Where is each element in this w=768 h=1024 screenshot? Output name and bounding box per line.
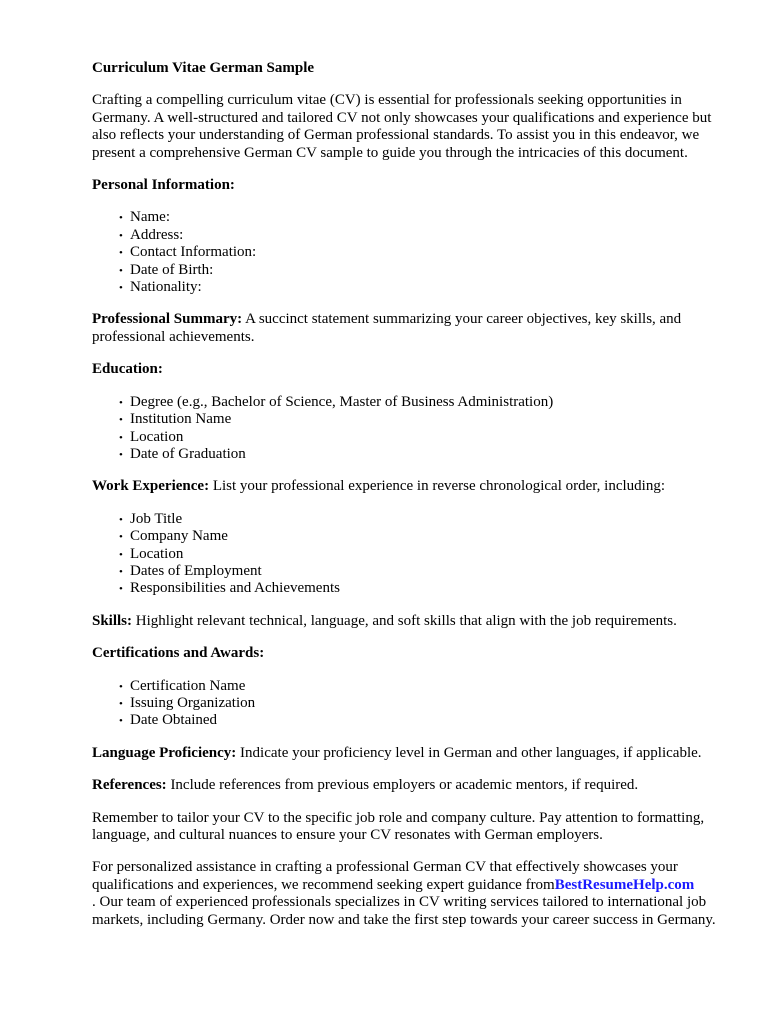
list-item: • Date of Birth: [119,262,732,279]
closing-paragraph [92,859,732,929]
professional-summary-text: A succinct statement summarizing your career objectives, key skills, and professional achievements. [92,311,682,345]
bullet-icon: • [119,212,123,225]
list-item: • Dates of Employment [119,563,732,580]
bullet-icon: • [119,583,123,596]
intro-paragraph: Crafting a compelling curriculum vitae (CV) is essential for professionals seeking opportunities in Germany. A well-structured and tailored CV not only showcases your qualifications and experience but also reflects your understanding of German professional standards. To assist you in this endeavor, we present a comprehensive German CV sample to guide you through the intricacies of this document. [92,92,712,161]
certifications-list [92,678,732,730]
language-proficiency-text: Indicate your proficiency level in German and other languages, if applicable. [236,744,702,761]
bullet-icon: • [119,414,123,427]
work-experience-list [92,511,732,598]
bullet-icon: • [119,282,123,295]
certifications-heading: Certifications and Awards: [92,645,265,662]
personal-information-heading: Personal Information: [92,177,235,194]
list-item: • Issuing Organization [119,695,732,712]
list-item: • Certification Name [119,678,732,695]
bullet-icon: • [119,531,123,544]
bullet-icon: • [119,697,123,710]
bullet-icon: • [119,513,123,526]
list-item: • Degree (e.g., Bachelor of Science, Master of Business Administration) [119,394,732,411]
list-item: • Job Title [119,511,732,528]
references-paragraph [92,777,732,794]
professional-summary-label: Professional Summary: [92,311,243,328]
list-item: • Contact Information: [119,244,732,261]
personal-information-list [92,209,732,296]
bullet-icon: • [119,448,123,461]
skills-label: Skills: [92,612,133,629]
document-title: Curriculum Vitae German Sample [92,60,315,76]
work-experience-text: List your professional experience in reverse chronological order, including: [209,478,665,495]
list-item: • Institution Name [119,411,732,428]
bullet-icon: • [119,247,123,260]
skills-paragraph [92,613,732,630]
list-item: • Company Name [119,528,732,545]
best-resume-help-link[interactable]: BestResumeHelp.com [554,876,695,893]
bullet-icon: • [119,396,123,409]
bullet-icon: • [119,565,123,578]
references-text: Include references from previous employers or academic mentors, if required. [166,777,639,794]
bullet-icon: • [119,229,123,242]
bullet-icon: • [119,680,123,693]
bullet-icon: • [119,548,123,561]
document-page [92,60,732,944]
list-item: • Responsibilities and Achievements [119,580,732,597]
closing-text-after: . Our team of experienced professionals specializes in CV writing services tailored to international job markets, including Germany. Order now and take the first step towards your career success in Germany. [92,894,716,928]
list-item: • Location [119,546,732,563]
list-item: • Location [119,429,732,446]
bullet-icon: • [119,715,123,728]
list-item: • Name: [119,209,732,226]
professional-summary-paragraph [92,311,732,346]
language-proficiency-paragraph [92,745,732,762]
reminder-paragraph: Remember to tailor your CV to the specific job role and company culture. Pay attention to formatting, language, and cultural nuances to ensure your CV resonates with German employers. [92,809,705,843]
list-item: • Date Obtained [119,712,732,729]
education-heading: Education: [92,361,163,378]
language-proficiency-label: Language Proficiency: [92,744,237,761]
references-label: References: [92,777,167,794]
skills-text: Highlight relevant technical, language, and soft skills that align with the job requirements. [132,612,677,629]
closing-text-before: For personalized assistance in crafting a professional German CV that effectively showcases your qualifications and experiences, we recommend seeking expert guidance from [92,859,678,893]
bullet-icon: • [119,431,123,444]
bullet-icon: • [119,264,123,277]
list-item: • Date of Graduation [119,446,732,463]
work-experience-paragraph [92,478,732,495]
education-list [92,394,732,464]
list-item: • Nationality: [119,279,732,296]
list-item: • Address: [119,227,732,244]
work-experience-label: Work Experience: [92,478,210,495]
